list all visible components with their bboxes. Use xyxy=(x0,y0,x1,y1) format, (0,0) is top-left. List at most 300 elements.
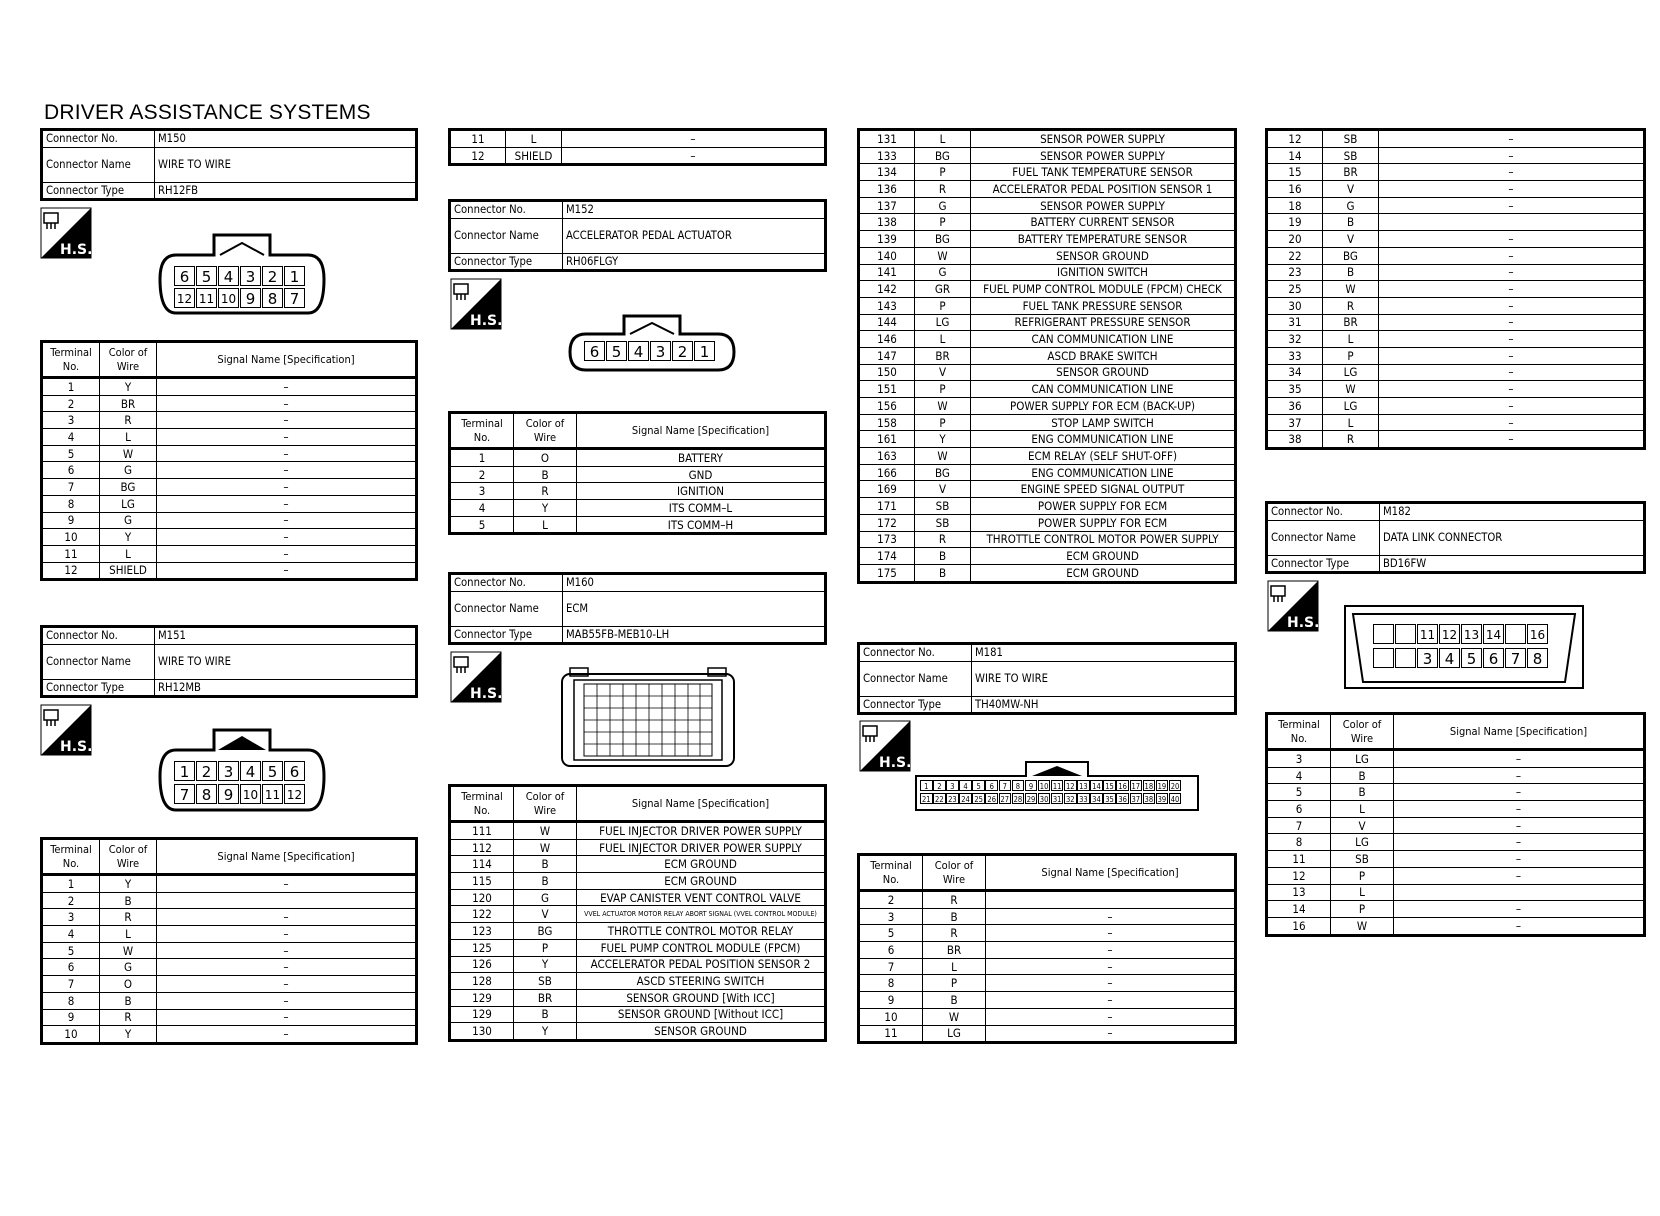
hs-badge-icon xyxy=(40,207,92,259)
label-connector-no: Connector No. xyxy=(42,130,155,148)
table-row xyxy=(859,247,1236,264)
m160-terminal-table-wrap xyxy=(448,784,827,1042)
wire-color-cell: G xyxy=(1323,197,1379,214)
terminal-no-cell: 32 xyxy=(1267,331,1323,348)
connector-pin: 8 xyxy=(196,784,217,804)
table-row xyxy=(42,959,417,976)
terminal-no-cell: 115 xyxy=(450,873,514,890)
table-row xyxy=(450,130,826,148)
connector-pin xyxy=(1505,624,1526,644)
terminal-no-cell: 4 xyxy=(42,926,100,943)
m151-info-wrap xyxy=(40,625,418,698)
wire-color-cell: L xyxy=(1331,801,1394,818)
terminal-no-cell: 111 xyxy=(450,822,514,840)
header-terminal-no: Terminal No. xyxy=(42,342,100,378)
header-terminal-no: Terminal No. xyxy=(450,786,514,822)
wire-color-cell: R xyxy=(100,1009,157,1026)
header-signal-name: Signal Name [Specification] xyxy=(1394,714,1645,750)
terminal-no-cell: 35 xyxy=(1267,381,1323,398)
wire-color-cell: B xyxy=(1331,767,1394,784)
terminal-no-cell: 6 xyxy=(859,942,923,959)
connector-pin: 12 xyxy=(174,288,195,308)
table-row xyxy=(1267,264,1645,281)
table-row xyxy=(1267,431,1645,449)
header-signal-name: Signal Name [Specification] xyxy=(577,413,826,449)
signal-name-cell: POWER SUPPLY FOR ECM (BACK-UP) xyxy=(971,398,1236,415)
m151-pins-top xyxy=(174,761,306,781)
table-row xyxy=(1267,414,1645,431)
label-connector-no: Connector No. xyxy=(42,627,155,645)
terminal-no-cell: 5 xyxy=(1267,784,1331,801)
svg-text:H.S.: H.S. xyxy=(879,755,911,771)
table-row xyxy=(859,908,1236,925)
signal-name-cell xyxy=(986,891,1236,909)
hs-badge-icon xyxy=(859,720,911,772)
terminal-no-cell: 172 xyxy=(859,514,915,531)
signal-name-cell: – xyxy=(1379,297,1645,314)
connector-pin: 2 xyxy=(933,780,946,791)
table-row xyxy=(42,412,417,429)
wire-color-cell: L xyxy=(100,545,157,562)
terminal-no-cell: 1 xyxy=(42,875,100,893)
connector-pin xyxy=(1395,624,1416,644)
m160-terminal-table-cont-wrap xyxy=(857,128,1237,584)
m160-connector-name: ECM xyxy=(563,591,826,626)
terminal-no-cell: 9 xyxy=(859,992,923,1009)
wire-color-cell: BG xyxy=(100,479,157,496)
wire-color-cell: W xyxy=(100,445,157,462)
table-row xyxy=(450,889,826,906)
label-connector-no: Connector No. xyxy=(450,574,563,592)
terminal-no-cell: 4 xyxy=(450,500,514,517)
signal-name-cell: VVEL ACTUATOR MOTOR RELAY ABORT SIGNAL (VVEL CONTROL MODULE) xyxy=(577,906,826,923)
terminal-no-cell: 150 xyxy=(859,364,915,381)
signal-name-cell: ENGINE SPEED SIGNAL OUTPUT xyxy=(971,481,1236,498)
wire-color-cell: B xyxy=(923,908,986,925)
signal-name-cell: BATTERY CURRENT SENSOR xyxy=(971,214,1236,231)
terminal-no-cell: 14 xyxy=(1267,901,1331,918)
table-row xyxy=(1267,784,1645,801)
label-connector-name: Connector Name xyxy=(42,147,155,182)
signal-name-cell: – xyxy=(562,147,826,165)
signal-name-cell: ITS COMM–L xyxy=(577,500,826,517)
table-row xyxy=(42,429,417,446)
wire-color-cell: BG xyxy=(915,464,971,481)
signal-name-cell: – xyxy=(157,529,417,546)
wire-color-cell: L xyxy=(100,429,157,446)
terminal-no-cell: 144 xyxy=(859,314,915,331)
wire-color-cell: BG xyxy=(915,147,971,164)
wire-color-cell: P xyxy=(923,975,986,992)
header-signal-name: Signal Name [Specification] xyxy=(986,855,1236,891)
header-color-of-wire: Color of Wire xyxy=(100,342,157,378)
table-row xyxy=(1267,398,1645,415)
m151-rows-cont xyxy=(450,130,826,165)
m151-terminal-table-cont-wrap xyxy=(448,128,827,166)
signal-name-cell: – xyxy=(157,926,417,943)
table-row xyxy=(1267,381,1645,398)
signal-name-cell: – xyxy=(157,462,417,479)
connector-pin: 5 xyxy=(972,780,985,791)
signal-name-cell: ENG COMMUNICATION LINE xyxy=(971,431,1236,448)
connector-pin: 38 xyxy=(1144,795,1154,804)
table-row xyxy=(1267,917,1645,935)
connector-pin: 37 xyxy=(1131,795,1141,804)
signal-name-cell: – xyxy=(157,512,417,529)
m181-terminal-table xyxy=(857,853,1237,1044)
terminal-no-cell: 174 xyxy=(859,548,915,565)
terminal-no-cell: 8 xyxy=(42,992,100,1009)
signal-name-cell: ACCELERATOR PEDAL POSITION SENSOR 1 xyxy=(971,181,1236,198)
signal-name-cell: – xyxy=(986,1008,1236,1025)
wire-color-cell: P xyxy=(915,381,971,398)
m150-rows xyxy=(42,378,417,580)
connector-pin: 13 xyxy=(1079,782,1088,791)
terminal-no-cell: 11 xyxy=(859,1025,923,1043)
signal-name-cell: – xyxy=(1394,834,1645,851)
connector-pin: 5 xyxy=(1461,648,1482,668)
wire-color-cell: P xyxy=(915,297,971,314)
signal-name-cell: ACCELERATOR PEDAL POSITION SENSOR 2 xyxy=(577,956,826,973)
wire-color-cell: L xyxy=(100,926,157,943)
terminal-no-cell: 9 xyxy=(42,1009,100,1026)
m160-connector-type: MAB55FB-MEB10-LH xyxy=(563,626,826,644)
m151-connector-name: WIRE TO WIRE xyxy=(155,644,417,679)
terminal-no-cell: 31 xyxy=(1267,314,1323,331)
signal-name-cell: – xyxy=(1379,364,1645,381)
terminal-no-cell: 19 xyxy=(1267,214,1323,231)
table-row xyxy=(1267,817,1645,834)
m182-connector-name: DATA LINK CONNECTOR xyxy=(1380,520,1645,555)
table-row xyxy=(42,909,417,926)
m182-connector-no: M182 xyxy=(1380,503,1645,521)
terminal-no-cell: 3 xyxy=(450,483,514,500)
terminal-no-cell: 156 xyxy=(859,398,915,415)
connector-pin: 32 xyxy=(1065,795,1075,804)
table-row xyxy=(859,891,1236,909)
wire-color-cell: R xyxy=(514,483,577,500)
m181-connector-no: M181 xyxy=(972,644,1236,662)
terminal-no-cell: 1 xyxy=(42,378,100,396)
table-row xyxy=(859,214,1236,231)
header-color-of-wire: Color of Wire xyxy=(514,786,577,822)
wire-color-cell: B xyxy=(514,856,577,873)
wire-color-cell: Y xyxy=(100,529,157,546)
connector-pin: 11 xyxy=(1052,782,1062,791)
connector-pin: 11 xyxy=(196,288,217,308)
label-connector-type: Connector Type xyxy=(42,679,155,697)
signal-name-cell: – xyxy=(1394,784,1645,801)
table-row xyxy=(859,398,1236,415)
label-connector-name: Connector Name xyxy=(450,591,563,626)
signal-name-cell: BATTERY TEMPERATURE SENSOR xyxy=(971,231,1236,248)
header-color-of-wire: Color of Wire xyxy=(1331,714,1394,750)
m152-terminal-table xyxy=(448,411,827,535)
connector-pin: 40 xyxy=(1170,795,1180,804)
signal-name-cell: CAN COMMUNICATION LINE xyxy=(971,381,1236,398)
wire-color-cell: GR xyxy=(915,281,971,298)
signal-name-cell: – xyxy=(1394,817,1645,834)
wire-color-cell: B xyxy=(1323,214,1379,231)
terminal-no-cell: 12 xyxy=(450,147,506,165)
wire-color-cell: BG xyxy=(915,231,971,248)
signal-name-cell: – xyxy=(1379,130,1645,148)
wire-color-cell: SB xyxy=(1331,851,1394,868)
terminal-no-cell: 15 xyxy=(1267,164,1323,181)
header-terminal-no: Terminal No. xyxy=(42,839,100,875)
m160-connector-no: M160 xyxy=(563,574,826,592)
m160-terminal-table-cont xyxy=(857,128,1237,584)
wire-color-cell: Y xyxy=(915,431,971,448)
wire-color-cell: BR xyxy=(1323,164,1379,181)
m150-info-table xyxy=(40,128,418,201)
signal-name-cell: EVAP CANISTER VENT CONTROL VALVE xyxy=(577,889,826,906)
connector-pin: 7 xyxy=(174,784,195,804)
signal-name-cell: FUEL PUMP CONTROL MODULE (FPCM) xyxy=(577,939,826,956)
signal-name-cell: – xyxy=(1394,801,1645,818)
signal-name-cell: SENSOR GROUND [Without ICC] xyxy=(577,1006,826,1023)
m160-connector-diagram xyxy=(560,666,736,768)
wire-color-cell: R xyxy=(100,909,157,926)
hs-badge-icon xyxy=(450,651,502,703)
terminal-no-cell: 16 xyxy=(1267,181,1323,198)
connector-pin: 5 xyxy=(196,266,217,286)
table-row xyxy=(42,479,417,496)
signal-name-cell: – xyxy=(1379,164,1645,181)
wire-color-cell: SB xyxy=(915,498,971,515)
wire-color-cell: L xyxy=(1331,884,1394,901)
signal-name-cell: – xyxy=(1379,331,1645,348)
terminal-no-cell: 140 xyxy=(859,247,915,264)
connector-pin: 36 xyxy=(1118,795,1127,804)
m160-rows-cont xyxy=(859,130,1236,583)
signal-name-cell: SENSOR POWER SUPPLY xyxy=(971,147,1236,164)
wire-color-cell: LG xyxy=(1323,364,1379,381)
signal-name-cell: STOP LAMP SWITCH xyxy=(971,414,1236,431)
table-row xyxy=(1267,247,1645,264)
table-row xyxy=(42,875,417,893)
terminal-no-cell: 141 xyxy=(859,264,915,281)
signal-name-cell: – xyxy=(1379,414,1645,431)
connector-pin: 28 xyxy=(1013,795,1023,804)
table-row xyxy=(1267,347,1645,364)
m152-hs-icon xyxy=(450,278,502,330)
terminal-no-cell: 7 xyxy=(42,479,100,496)
m150-pins-bottom xyxy=(174,288,306,308)
signal-name-cell: – xyxy=(1379,147,1645,164)
table-row xyxy=(1267,867,1645,884)
terminal-no-cell: 133 xyxy=(859,147,915,164)
terminal-no-cell: 3 xyxy=(1267,750,1331,768)
table-row xyxy=(1267,901,1645,918)
wire-color-cell: P xyxy=(1331,867,1394,884)
signal-name-cell: – xyxy=(157,562,417,580)
connector-pin: 19 xyxy=(1157,782,1167,791)
hs-badge-icon xyxy=(450,278,502,330)
table-row xyxy=(859,1008,1236,1025)
wire-color-cell: G xyxy=(915,264,971,281)
table-row xyxy=(1267,364,1645,381)
connector-pin: 29 xyxy=(1026,795,1036,804)
signal-name-cell: THROTTLE CONTROL MOTOR RELAY xyxy=(577,923,826,940)
m182-connector-outline xyxy=(1343,604,1585,690)
label-connector-name: Connector Name xyxy=(42,644,155,679)
terminal-no-cell: 16 xyxy=(1267,917,1331,935)
wire-color-cell: W xyxy=(923,1008,986,1025)
connector-pin: 3 xyxy=(240,266,261,286)
label-connector-type: Connector Type xyxy=(42,182,155,200)
signal-name-cell: ECM RELAY (SELF SHUT-OFF) xyxy=(971,448,1236,465)
signal-name-cell: – xyxy=(1379,181,1645,198)
connector-pin: 11 xyxy=(1417,624,1438,644)
signal-name-cell: ECM GROUND xyxy=(577,856,826,873)
table-row xyxy=(859,381,1236,398)
signal-name-cell: ENG COMMUNICATION LINE xyxy=(971,464,1236,481)
table-row xyxy=(450,1023,826,1041)
wire-color-cell: B xyxy=(514,466,577,483)
label-connector-no: Connector No. xyxy=(859,644,972,662)
m150-terminal-table-wrap xyxy=(40,340,418,581)
m182-rows xyxy=(1267,750,1645,936)
signal-name-cell: ECM GROUND xyxy=(577,873,826,890)
signal-name-cell: – xyxy=(157,976,417,993)
m182-pins-bottom xyxy=(1373,648,1549,668)
terminal-no-cell: 4 xyxy=(1267,767,1331,784)
terminal-no-cell: 171 xyxy=(859,498,915,515)
wire-color-cell: R xyxy=(923,891,986,909)
wire-color-cell: V xyxy=(1323,231,1379,248)
table-row xyxy=(859,147,1236,164)
table-row xyxy=(42,545,417,562)
table-row xyxy=(1267,147,1645,164)
table-row xyxy=(450,449,826,467)
table-row xyxy=(42,529,417,546)
terminal-no-cell: 161 xyxy=(859,431,915,448)
wire-color-cell: BG xyxy=(514,923,577,940)
terminal-no-cell: 8 xyxy=(1267,834,1331,851)
m181-terminal-table-cont-wrap xyxy=(1265,128,1646,450)
connector-pin: 23 xyxy=(948,795,957,804)
signal-name-cell: – xyxy=(1379,231,1645,248)
wire-color-cell: V xyxy=(514,906,577,923)
svg-text:H.S.: H.S. xyxy=(60,242,92,258)
m181-connector-diagram xyxy=(914,760,1200,812)
signal-name-cell: – xyxy=(157,479,417,496)
wire-color-cell: SHIELD xyxy=(506,147,562,165)
signal-name-cell: – xyxy=(157,875,417,893)
wire-color-cell: L xyxy=(1323,331,1379,348)
connector-pin: 13 xyxy=(1461,624,1482,644)
terminal-no-cell: 120 xyxy=(450,889,514,906)
signal-name-cell: – xyxy=(986,925,1236,942)
connector-pin: 7 xyxy=(1505,648,1526,668)
header-signal-name: Signal Name [Specification] xyxy=(157,342,417,378)
wire-color-cell: L xyxy=(506,130,562,148)
terminal-no-cell: 146 xyxy=(859,331,915,348)
m160-rows xyxy=(450,822,826,1041)
signal-name-cell: SENSOR GROUND [With ICC] xyxy=(577,989,826,1006)
terminal-no-cell: 125 xyxy=(450,939,514,956)
signal-name-cell: – xyxy=(157,378,417,396)
column-1 xyxy=(40,128,418,201)
table-row xyxy=(859,130,1236,148)
signal-name-cell: – xyxy=(1379,264,1645,281)
signal-name-cell: ECM GROUND xyxy=(971,548,1236,565)
wire-color-cell: R xyxy=(1323,431,1379,449)
connector-pin: 4 xyxy=(628,341,649,361)
signal-name-cell xyxy=(1379,214,1645,231)
wire-color-cell: SB xyxy=(1323,147,1379,164)
table-row xyxy=(1267,297,1645,314)
connector-pin: 31 xyxy=(1052,795,1062,804)
m181-info-table xyxy=(857,642,1237,715)
wire-color-cell: L xyxy=(915,331,971,348)
wire-color-cell: W xyxy=(1331,917,1394,935)
table-row xyxy=(859,164,1236,181)
wire-color-cell: B xyxy=(514,1006,577,1023)
wire-color-cell: G xyxy=(100,462,157,479)
table-row xyxy=(859,331,1236,348)
wire-color-cell: L xyxy=(1323,414,1379,431)
connector-pin: 2 xyxy=(672,341,693,361)
terminal-no-cell: 6 xyxy=(42,959,100,976)
connector-pin: 7 xyxy=(284,288,305,308)
terminal-no-cell: 14 xyxy=(1267,147,1323,164)
signal-name-cell: – xyxy=(157,445,417,462)
connector-pin: 8 xyxy=(1527,648,1548,668)
connector-pin: 9 xyxy=(218,784,239,804)
terminal-no-cell: 34 xyxy=(1267,364,1323,381)
terminal-no-cell: 7 xyxy=(1267,817,1331,834)
signal-name-cell: SENSOR GROUND xyxy=(971,364,1236,381)
table-row xyxy=(450,483,826,500)
terminal-no-cell: 114 xyxy=(450,856,514,873)
signal-name-cell: – xyxy=(157,1009,417,1026)
terminal-no-cell: 122 xyxy=(450,906,514,923)
table-row xyxy=(1267,851,1645,868)
connector-pin xyxy=(1373,648,1394,668)
signal-name-cell: – xyxy=(1394,851,1645,868)
signal-name-cell: FUEL PUMP CONTROL MODULE (FPCM) CHECK xyxy=(971,281,1236,298)
wire-color-cell: V xyxy=(915,481,971,498)
wire-color-cell: B xyxy=(915,548,971,565)
wire-color-cell: V xyxy=(1323,181,1379,198)
signal-name-cell xyxy=(1394,884,1645,901)
m160-info-wrap xyxy=(448,572,827,645)
table-row xyxy=(859,1025,1236,1043)
table-row xyxy=(450,956,826,973)
wire-color-cell: W xyxy=(514,839,577,856)
label-connector-name: Connector Name xyxy=(450,218,563,253)
terminal-no-cell: 173 xyxy=(859,531,915,548)
terminal-no-cell: 23 xyxy=(1267,264,1323,281)
table-row xyxy=(859,548,1236,565)
m151-terminal-table xyxy=(40,837,418,1045)
svg-text:H.S.: H.S. xyxy=(60,739,92,755)
wire-color-cell: R xyxy=(1323,297,1379,314)
connector-pin: 6 xyxy=(584,341,605,361)
label-connector-no: Connector No. xyxy=(450,201,563,219)
terminal-no-cell: 2 xyxy=(42,395,100,412)
m182-terminal-table-wrap xyxy=(1265,712,1646,937)
connector-pin: 8 xyxy=(1012,780,1025,791)
header-color-of-wire: Color of Wire xyxy=(514,413,577,449)
signal-name-cell: – xyxy=(1379,314,1645,331)
table-row xyxy=(42,562,417,580)
terminal-no-cell: 131 xyxy=(859,130,915,148)
table-row xyxy=(450,822,826,840)
terminal-no-cell: 138 xyxy=(859,214,915,231)
